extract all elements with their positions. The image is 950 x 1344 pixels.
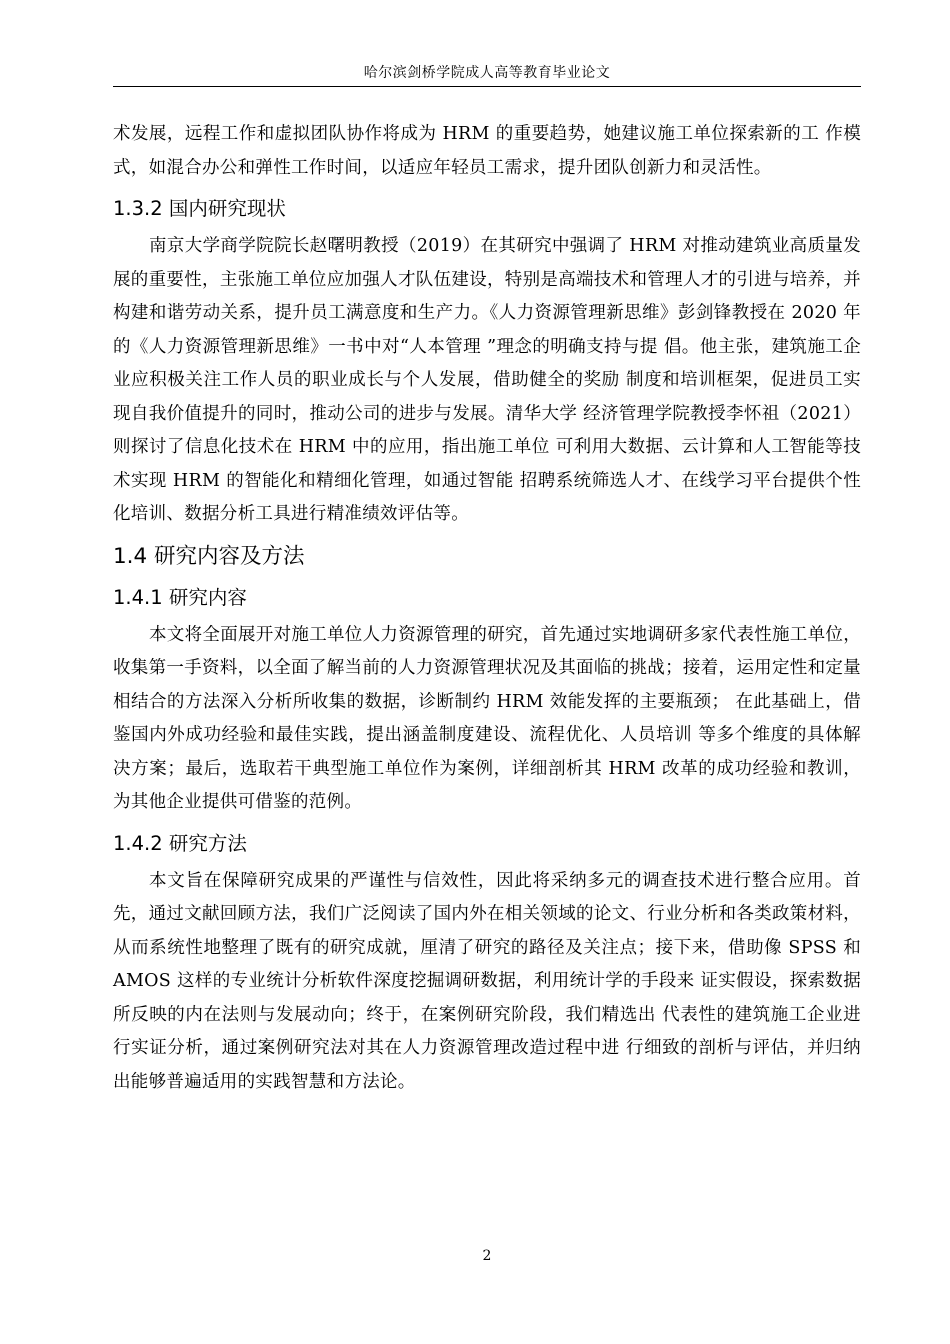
paragraph-continuation: 术发展，远程工作和虚拟团队协作将成为 HRM 的重要趋势，她建议施工单位探索新的工 作模式，如混合办公和弹性工作时间，以适应年轻员工需求，提升团队创新力和灵活性。	[113, 124, 861, 178]
heading-1-4: 1.4 研究内容及方法	[113, 543, 305, 569]
heading-1-3-2: 1.3.2 国内研究现状	[113, 197, 286, 220]
header-divider	[113, 86, 861, 87]
running-header: 哈尔滨剑桥学院成人高等教育毕业论文	[363, 65, 611, 81]
page-body	[113, 118, 861, 1099]
paragraph-domestic-research: 南京大学商学院院长赵曙明教授（2019）在其研究中强调了 HRM 对推动建筑业高质量发展的重要性，主张施工单位应加强人才队伍建设，特别是高端技术和管理人才的引进与培养，并构建和谐劳动关系，提升员工满意度和生产力。《人力资源管理新思维》彭剑锋教授在 2020 年的《人力资源管理新思维》一书中对“人本管理 ”理念的明确支持与提 倡。他主张，建筑施工企业应积极关注工作人员的职业成长与个人发展，借助健全的奖励 制度和培训框架，促进员工实现自我价值提升的同时，推动公司的进步与发展。清华大学 经济管理学院教授李怀祖（2021）则探讨了信息化技术在 HRM 中的应用，指出施工单位 可利用大数据、云计算和人工智能等技术实现 HRM 的智能化和精细化管理，如通过智能 招聘系统筛选人才、在线学习平台提供个性化培训、数据分析工具进行精准绩效评估等。	[113, 236, 861, 524]
heading-1-4-2: 1.4.2 研究方法	[113, 831, 247, 855]
page-number: 2	[482, 1248, 492, 1264]
paragraph-research-content: 本文将全面展开对施工单位人力资源管理的研究，首先通过实地调研多家代表性施工单位，收集第一手资料，以全面了解当前的人力资源管理状况及其面临的挑战；接着，运用定性和定量相结合的方法深入分析所收集的数据，诊断制约 HRM 效能发挥的主要瓶颈； 在此基础上，借鉴国内外成功经验和最佳实践，提出涵盖制度建设、流程优化、人员培训 等多个维度的具体解决方案；最后，选取若干典型施工单位作为案例，详细剖析其 HRM 改革的成功经验和教训，为其他企业提供可借鉴的范例。	[113, 624, 861, 812]
heading-1-4-1: 1.4.1 研究内容	[113, 585, 247, 609]
paragraph-research-methods: 本文旨在保障研究成果的严谨性与信效性，因此将采纳多元的调查技术进行整合应用。首先，通过文献回顾方法，我们广泛阅读了国内外在相关领域的论文、行业分析和各类政策材料，从而系统性地整理了既有的研究成就，厘清了研究的路径及关注点；接下来，借助像 SPSS 和 AMOS 这样的专业统计分析软件深度挖掘调研数据，利用统计学的手段来 证实假设，探索数据所反映的内在法则与发展动向；终于，在案例研究阶段，我们精选出 代表性的建筑施工企业进行实证分析，通过案例研究法对其在人力资源管理改造过程中进 行细致的剖析与评估，并归纳出能够普遍适用的实践智慧和方法论。	[113, 870, 861, 1092]
